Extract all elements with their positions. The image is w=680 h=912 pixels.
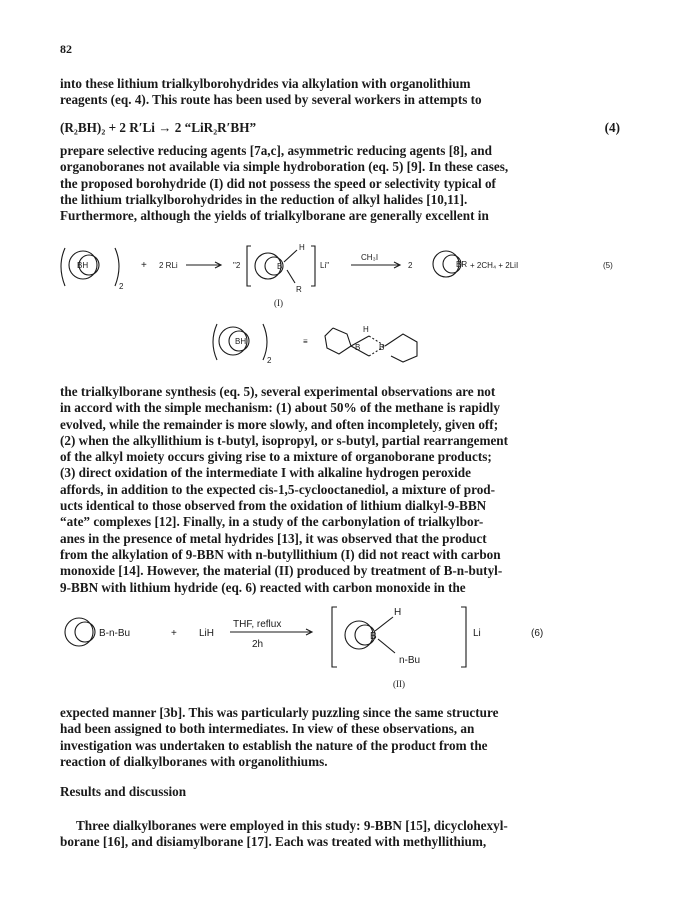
- subscript: 2: [119, 282, 124, 291]
- text-line: into these lithium trialkylborohydrides via alkylation with organolithium: [60, 76, 471, 91]
- text-line: Three dialkylboranes were employed in this study: 9-BBN [15], dicyclohexyl-: [76, 818, 508, 833]
- reactant-label: B-n-Bu: [99, 628, 131, 639]
- text-line: reaction of dialkylboranes with organolithiums.: [60, 753, 328, 769]
- reagent-ch3i: CH₃I: [361, 253, 379, 262]
- reaction-scheme-6: [55, 605, 635, 695]
- coefficient: "2: [233, 261, 241, 270]
- text-line: the trialkylborane synthesis (eq. 5), several experimental observations are not: [60, 384, 496, 399]
- right-bracket: [311, 246, 315, 286]
- text-line: the lithium trialkylborohydrides in the reduction of alkyl halides [10,11].: [60, 191, 468, 207]
- text-line: of the alkyl moiety occurs giving rise to a mixture of organoborane products;: [60, 449, 492, 465]
- boron-label: B: [370, 631, 377, 642]
- compound-label-II: (II): [393, 679, 405, 689]
- text-line: 9-BBN with lithium hydride (eq. 6) reacted with carbon monoxide in the: [60, 579, 466, 595]
- lithium-label: Li: [473, 628, 481, 639]
- text-line: prepare selective reducing agents [7a,c], asymmetric reducing agents [8], and: [60, 143, 492, 158]
- text-line: the proposed borohydride (I) did not possess the speed or selectivity typical of: [60, 175, 496, 191]
- alkyl-label: R: [296, 285, 302, 294]
- boron-label: B: [277, 262, 283, 271]
- text-line: organoboranes not available via simple hydroboration (eq. 5) [9]. In these cases,: [60, 159, 509, 175]
- plus-sign: +: [171, 628, 177, 639]
- left-paren: [61, 248, 65, 286]
- boron-label: B: [355, 343, 361, 352]
- text-line: in accord with the simple mechanism: (1) about 50% of the methane is rapidly: [60, 400, 500, 416]
- subscript: 2: [267, 356, 272, 365]
- bh-label: BH: [235, 337, 247, 346]
- right-bracket: [461, 607, 466, 667]
- text-line: borane [16], and disiamylborane [17]. Each was treated with methyllithium,: [60, 834, 487, 850]
- text-line: expected manner [3b]. This was particularly puzzling since the same structure: [60, 705, 499, 720]
- equation-5-number: (5): [603, 261, 613, 270]
- text-line: (2) when the alkyllithium is t-butyl, isopropyl, or s-butyl, partial rearrangement: [60, 432, 509, 448]
- text-line: (3) direct oxidation of the intermediate I with alkaline hydrogen peroxide: [60, 465, 471, 481]
- hydrogen-label: H: [299, 243, 305, 252]
- right-paren: [115, 248, 119, 286]
- paragraph-intro: [60, 76, 620, 109]
- text-line: Furthermore, although the yields of trialkylborane are generally excellent in: [60, 208, 489, 224]
- text-line: “ate” complexes [12]. Finally, in a study of the carbonylation of trialkylbor-: [60, 514, 484, 530]
- paragraph-results: [60, 818, 620, 851]
- butyl-label: n-Bu: [399, 655, 421, 666]
- section-heading: Results and discussion: [60, 784, 187, 799]
- hydrogen-label: H: [363, 325, 369, 334]
- text-line: monoxide [14]. However, the material (II) produced by treatment of B-n-butyl-: [60, 563, 503, 579]
- page-number: 82: [60, 42, 72, 56]
- lithium-label: Li": [320, 261, 330, 270]
- boron-label: B: [379, 343, 385, 352]
- equation-4-number: (4): [604, 120, 620, 135]
- paragraph-reducing-agents: [60, 143, 620, 224]
- equivalence-sign: ≡: [303, 337, 308, 346]
- equation-4-text: (R₂BH)₂ + 2 R′Li → 2 “LiR₂R′BH”: [60, 120, 257, 135]
- text-line: investigation was undertaken to establish the nature of the product from the: [60, 737, 488, 753]
- text-line: affords, in addition to the expected cis-1,5-cyclooctanediol, a mixture of prod-: [60, 481, 496, 497]
- equation-4: [60, 120, 620, 136]
- reaction-conditions: THF, reflux: [233, 619, 282, 630]
- coefficient: 2: [408, 261, 413, 270]
- reaction-time: 2h: [252, 639, 264, 650]
- products-label: + 2CH₄ + 2LiI: [470, 261, 519, 270]
- paragraph-observations: [60, 384, 620, 596]
- text-line: ucts identical to those observed from the oxidation of lithium dialkyl-9-BBN: [60, 498, 487, 514]
- plus-sign: +: [141, 260, 147, 271]
- text-line: reagents (eq. 4). This route has been used by several workers in attempts to: [60, 92, 482, 108]
- reaction-scheme-5: [55, 238, 635, 368]
- reagent-label: 2 RLi: [159, 261, 178, 270]
- hydrogen-label: H: [394, 607, 402, 618]
- text-line: evolved, while the remainder is more slowly, and often incompletely, given off;: [60, 416, 499, 432]
- br-label: BR: [456, 260, 468, 269]
- dimer-structure: [325, 328, 351, 354]
- compound-label-I: (I): [274, 298, 283, 308]
- bh-label: BH: [77, 261, 89, 270]
- paragraph-puzzle: [60, 705, 620, 770]
- left-bracket: [247, 246, 251, 286]
- equation-6-number: (6): [531, 628, 544, 639]
- text-line: had been assigned to both intermediates. In view of these observations, an: [60, 721, 475, 737]
- lih-label: LiH: [199, 628, 215, 639]
- text-line: from the alkylation of 9-BBN with n-butyllithium (I) did not react with carbon: [60, 546, 501, 562]
- text-line: anes in the presence of metal hydrides [13], it was observed that the product: [60, 530, 487, 546]
- left-bracket: [332, 607, 337, 667]
